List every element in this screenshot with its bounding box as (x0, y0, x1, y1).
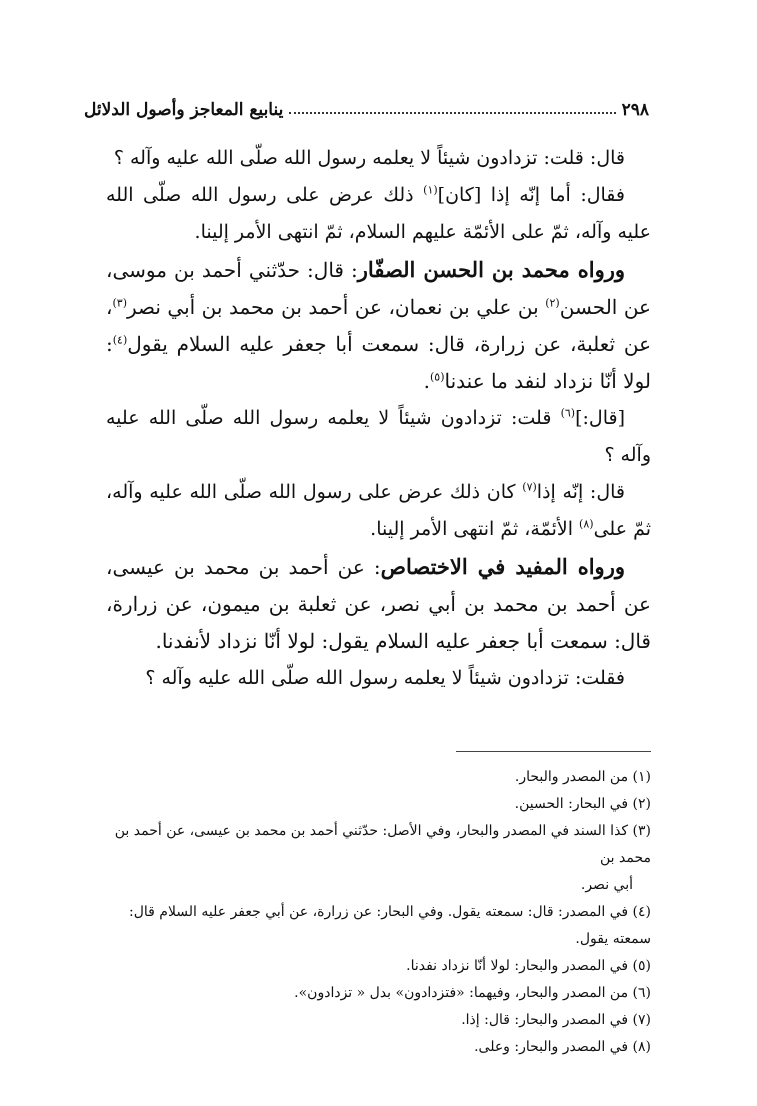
narrator-heading-mufid: ورواه المفيد في الاختصاص (380, 554, 625, 579)
paragraph-3-text-b: بن علي بن نعمان، عن أحمد بن محمد بن أبي نصر (126, 295, 546, 319)
paragraph-5-text-b: كان ذلك عرض على رسول الله صلّى الله عليه وآله، ثمّ على (106, 481, 651, 540)
footnote-divider (456, 751, 651, 752)
header-dot-leader (289, 112, 615, 114)
paragraph-4-text-b: قلت: تزدادون شيئاً لا يعلمه رسول الله صلّى الله عليه وآله ؟ (106, 407, 651, 466)
paragraph-3 (106, 251, 651, 400)
footnote-8: (٨) في المصدر والبحار: وعلى. (474, 1039, 651, 1055)
footnote-3: (٣) كذا السند في المصدر والبحار، وفي الأصل: حدّثني أحمد بن محمد بن عيسى، عن أحمد بن محمد بن (114, 823, 651, 866)
footnote-ref-8: (٨) (579, 517, 594, 531)
footnote-ref-7: (٧) (522, 480, 537, 494)
footnote-3-continued: أبي نصر. (580, 877, 633, 893)
footnote-ref-1: (١) (423, 183, 438, 197)
footnote-ref-6: (٦) (560, 406, 576, 420)
paragraph-4 (106, 400, 651, 474)
paragraph-6-text-a: : عن أحمد بن محمد بن عيسى، عن أحمد بن محمد بن أبي نصر، عن ثعلبة بن ميمون، عن زرارة، قال: سمعت أبا جعفر عليه السلام يقول: لولا أنّا نزداد لأنفدنا. (106, 555, 651, 653)
paragraph-5-text-a: قال: إنّه إذا (536, 481, 626, 503)
paragraph-4-text-a: [قال:] (575, 407, 625, 429)
narrator-heading-saffar: ورواه محمد بن الحسن الصفّار (357, 257, 625, 282)
footnote-7: (٧) في المصدر والبحار: قال: إذا. (461, 1012, 651, 1028)
footnotes (106, 764, 651, 1061)
paragraph-2-text-a: فقال: أما إنّه إذا [كان] (437, 184, 626, 206)
footnote-ref-3: (٣) (112, 296, 127, 310)
footnote-2: (٢) في البحار: الحسين. (514, 796, 651, 812)
main-text (106, 140, 651, 697)
footnote-ref-4: (٤) (112, 333, 128, 347)
footnote-1: (١) من المصدر والبحار. (514, 769, 651, 785)
paragraph-7: فقلت: تزدادون شيئاً لا يعلمه رسول الله صلّى الله عليه وآله ؟ (145, 667, 625, 689)
footnote-ref-2: (٢) (545, 296, 560, 310)
paragraph-3-text-c: ، عن ثعلبة، عن زرارة، قال: سمعت أبا جعفر عليه السلام يقول (106, 295, 651, 356)
page-number: ٢٩٨ (621, 100, 649, 120)
paragraph-5 (106, 474, 651, 548)
paragraph-1: قال: قلت: تزدادون شيئاً لا يعلمه رسول الله صلّى الله عليه وآله ؟ (113, 147, 625, 169)
footnote-6: (٦) من المصدر والبحار، وفيهما: «فتزدادون» بدل « تزدادون». (294, 985, 651, 1001)
paragraph-2 (106, 177, 651, 251)
paragraph-2-text-b: ذلك عرض على رسول الله صلّى الله عليه وآله، ثمّ على الأئمّة عليهم السلام، ثمّ انتهى الأمر إلينا. (106, 184, 651, 243)
footnote-4: (٤) في المصدر: قال: سمعته يقول. وفي البحار: عن زرارة، عن أبي جعفر عليه السلام قال: سمعته يقول. (128, 904, 651, 947)
footnote-5: (٥) في المصدر والبحار: لولا أنّا نزداد نفدنا. (406, 958, 651, 974)
paragraph-5-text-c: الأئمّة، ثمّ انتهى الأمر إلينا. (370, 518, 580, 540)
paragraph-3-text-a: : قال: حدّثني أحمد بن موسى، عن الحسن (106, 258, 651, 319)
book-title: ينابيع المعاجز وأصول الدلائل (84, 100, 284, 120)
footnote-ref-5: (٥) (430, 370, 445, 384)
paragraph-3-text-e: . (423, 369, 430, 393)
paragraph-3-text-d: : لولا أنّا نزداد لنفد ما عندنا (106, 332, 651, 393)
paragraph-6 (106, 548, 651, 660)
running-header (84, 84, 649, 120)
